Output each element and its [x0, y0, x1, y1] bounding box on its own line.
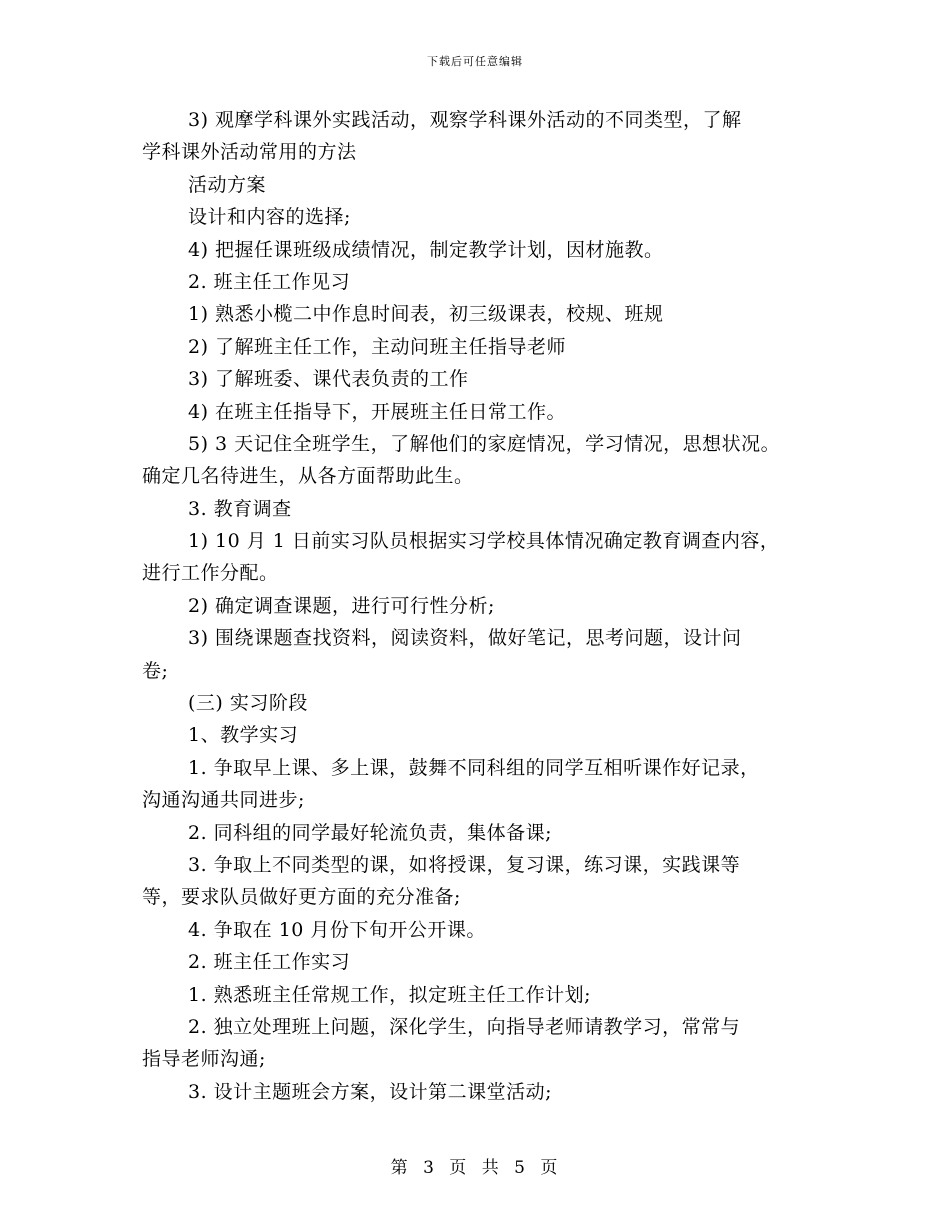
text-line: 2. 班主任工作实习: [188, 951, 351, 974]
text-line: 1) 熟悉小榄二中作息时间表，初三级课表，校规、班规: [188, 303, 664, 326]
page-footer: 第 3 页 共 5 页: [390, 1158, 560, 1178]
text-line: 3. 教育调查: [188, 497, 292, 520]
text-line: 2) 确定调查课题，进行可行性分析;: [188, 594, 495, 617]
text-line: 1) 10 月 1 日前实习队员根据实习学校具体情况确定教育调查内容，: [188, 530, 780, 553]
text-line: 3. 争取上不同类型的课，如将授课，复习课，练习课，实践课等: [188, 853, 741, 876]
text-line: 进行工作分配。: [142, 562, 279, 585]
text-line: 3) 观摩学科课外实践活动，观察学科课外活动的不同类型，了解: [188, 109, 742, 131]
text-line: 卷;: [142, 659, 169, 682]
text-line: 指导老师沟通;: [142, 1048, 266, 1071]
text-line: 活动方案: [188, 173, 267, 196]
page-header: 下载后可任意编辑: [427, 55, 523, 68]
text-line: 1、教学实习: [188, 724, 299, 747]
text-line: 2. 同科组的同学最好轮流负责，集体备课;: [188, 821, 553, 844]
text-line: 4) 在班主任指导下，开展班主任日常工作。: [188, 400, 567, 423]
text-line: 2. 独立处理班上问题，深化学生，向指导老师请教学习，常常与: [188, 1015, 741, 1038]
text-line: 确定几名待进生，从各方面帮助此生。: [142, 465, 474, 488]
document-body: [142, 104, 834, 1108]
text-line: 3) 了解班委、课代表负责的工作: [188, 368, 469, 391]
text-line: 1. 熟悉班主任常规工作，拟定班主任工作计划;: [188, 983, 592, 1006]
text-line: 3) 围绕课题查找资料，阅读资料，做好笔记，思考问题，设计问: [188, 627, 742, 650]
text-line: 沟通沟通共同进步;: [142, 789, 305, 812]
text-line: 2. 班主任工作见习: [188, 270, 351, 293]
text-line: 1. 争取早上课、多上课，鼓舞不同科组的同学互相听课作好记录，: [188, 756, 760, 779]
text-line: 学科课外活动常用的方法: [142, 141, 357, 164]
text-line: 2) 了解班主任工作，主动问班主任指导老师: [188, 335, 567, 358]
text-line: 3. 设计主题班会方案，设计第二课堂活动;: [188, 1080, 553, 1103]
text-line: 4) 把握任课班级成绩情况，制定教学计划，因材施教。: [188, 238, 664, 261]
text-line: 4. 争取在 10 月份下旬开公开课。: [188, 918, 486, 941]
text-line: 5) 3 天记住全班学生，了解他们的家庭情况，学习情况，思想状况。: [188, 432, 781, 455]
text-line: 设计和内容的选择;: [188, 206, 351, 229]
text-line: (三) 实习阶段: [188, 692, 308, 715]
text-line: 等，要求队员做好更方面的充分准备;: [142, 886, 461, 909]
